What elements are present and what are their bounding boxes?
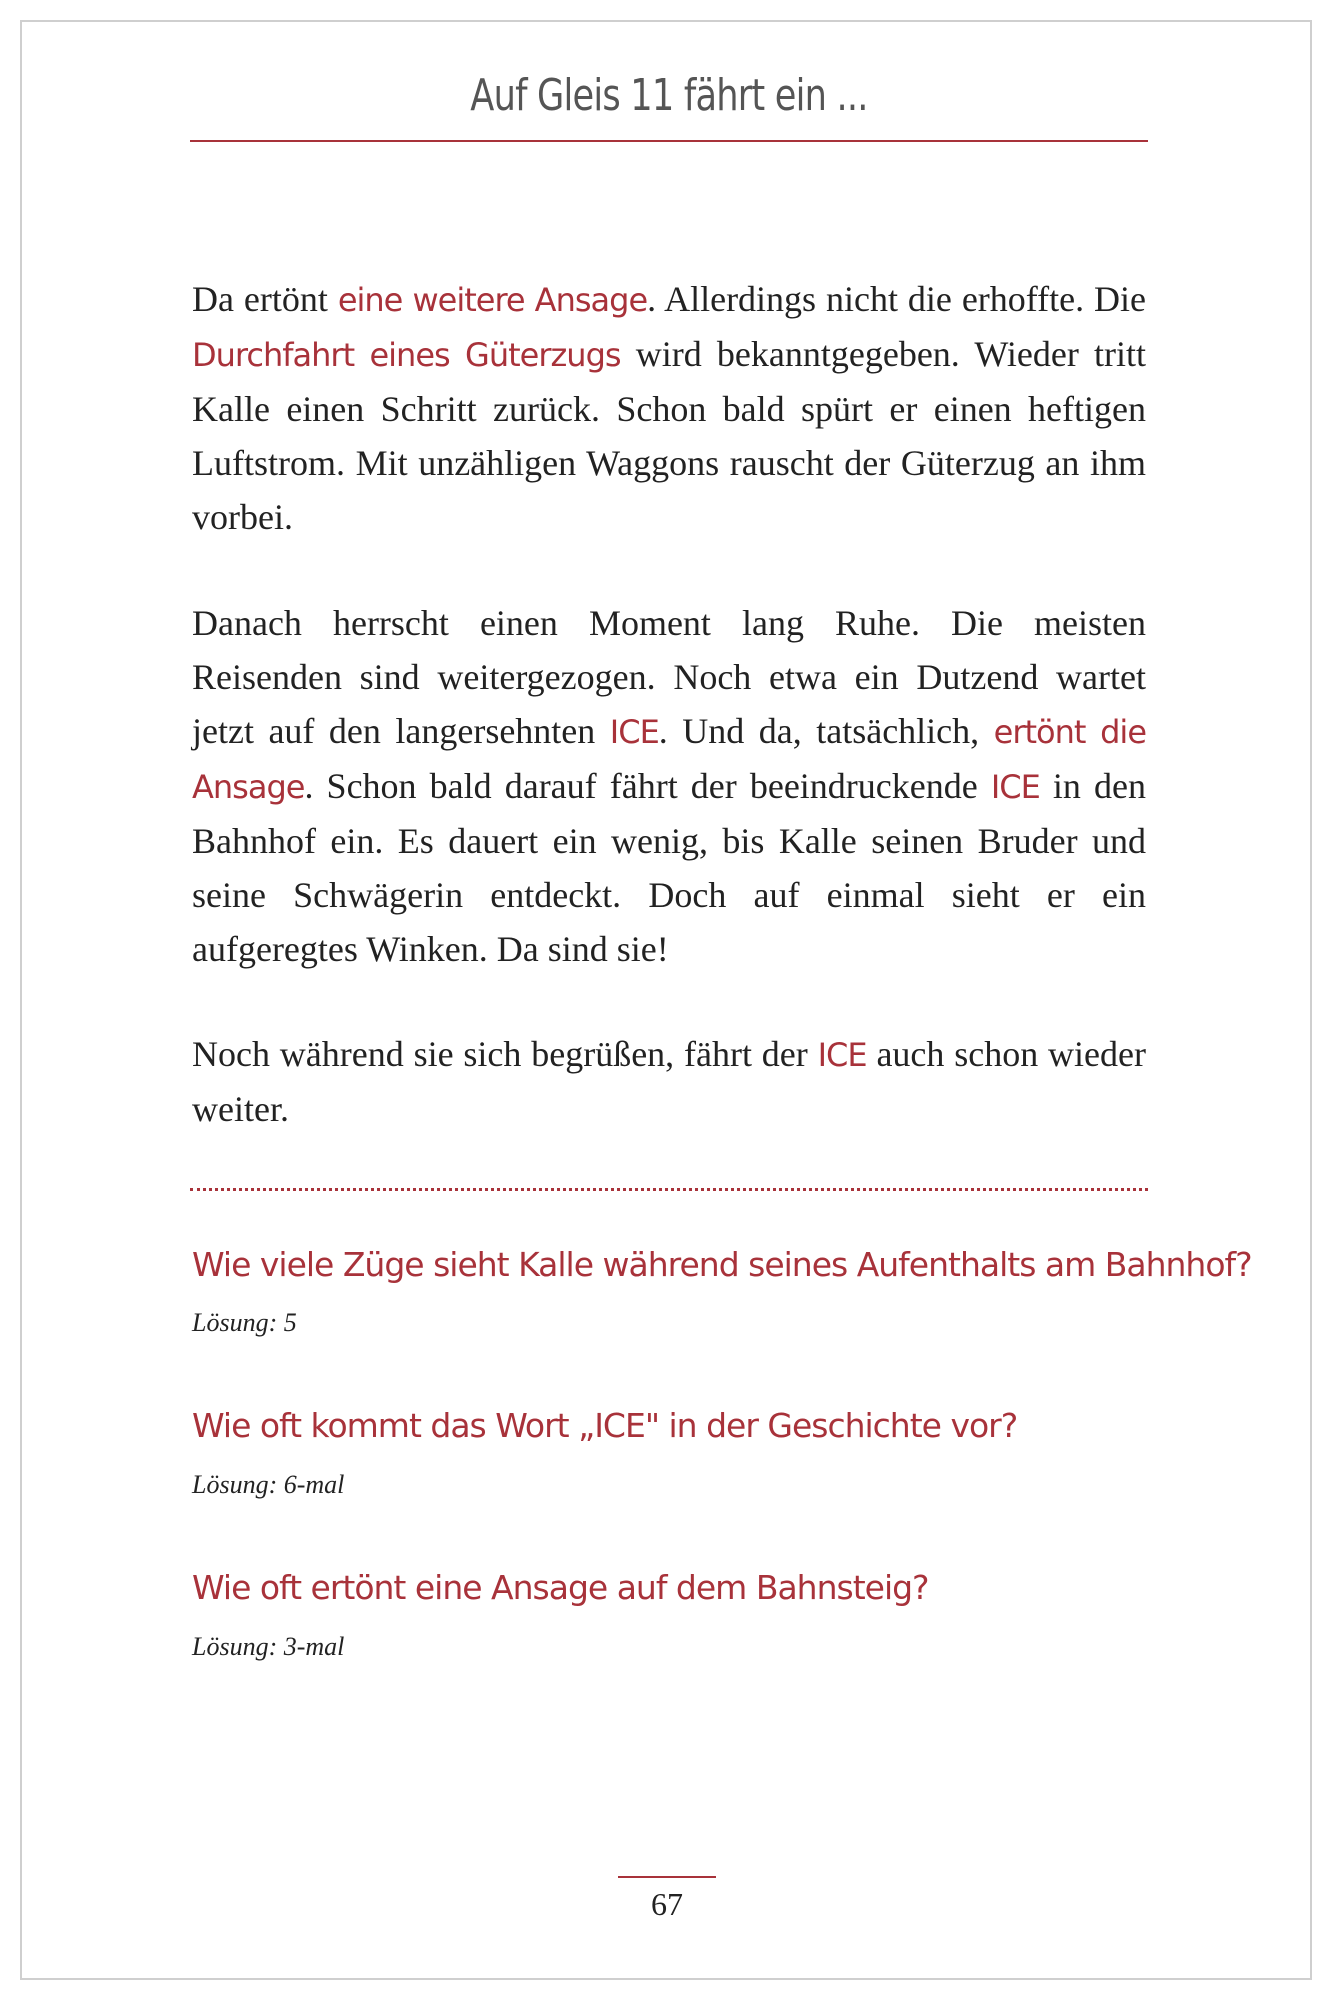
quiz-question: Wie oft ertönt eine Ansage auf dem Bahnsteig? — [192, 1568, 929, 1607]
text-segment: wird bekanntgegeben. Wieder tritt Kalle einen Schritt zurück. Schon bald spürt er einen heftigen Luftstrom. Mit unzähligen Waggons rauscht der Güterzug an ihm vorbei. — [192, 334, 1146, 537]
header-divider — [190, 140, 1148, 142]
text-segment: auch schon wieder weiter. — [192, 1034, 1146, 1129]
quiz-question: Wie viele Züge sieht Kalle während seines Aufenthalts am Bahnhof? — [192, 1245, 1252, 1284]
page-number-divider — [618, 1876, 716, 1878]
text-segment: . Schon bald darauf fährt der beeindruckende — [304, 766, 991, 806]
text-segment: Danach herrscht einen Moment lang Ruhe. Die meisten Reisenden sind weitergezogen. Noch etwa ein Dutzend wartet jetzt auf den langersehnten — [192, 603, 1146, 751]
highlighted-phrase: eine weitere Ansage — [337, 281, 648, 319]
text-segment: . Und da, tatsächlich, — [658, 711, 994, 751]
highlighted-phrase: ICE — [817, 1036, 867, 1074]
highlighted-phrase: ICE — [609, 713, 659, 751]
quiz-answer: Lösung: 5 — [192, 1308, 297, 1337]
page-number: 67 — [651, 1886, 683, 1922]
quiz-question: Wie oft kommt das Wort „ICE" in der Geschichte vor? — [192, 1406, 1018, 1445]
section-divider — [190, 1188, 1148, 1191]
page-title: Auf Gleis 11 fährt ein ... — [470, 70, 868, 121]
story-paragraph — [192, 1027, 1146, 1136]
story-paragraph — [192, 272, 1146, 544]
quiz-answer: Lösung: 6-mal — [192, 1470, 345, 1499]
quiz-answer: Lösung: 3-mal — [192, 1632, 345, 1661]
text-segment: Noch während sie sich begrüßen, fährt der — [192, 1034, 818, 1074]
text-segment: . Allerdings nicht die erhoffte. Die — [647, 279, 1146, 319]
highlighted-phrase: Durchfahrt eines Güterzugs — [192, 336, 621, 374]
highlighted-phrase: ertönt die Ansage — [192, 713, 1147, 806]
highlighted-phrase: ICE — [990, 768, 1040, 806]
text-segment: in den Bahnhof ein. Es dauert ein wenig, bis Kalle seinen Bruder und seine Schwägerin entdeckt. Doch auf einmal sieht er ein aufgeregtes Winken. Da sind sie! — [192, 766, 1146, 969]
story-paragraph — [192, 596, 1146, 976]
text-segment: Da ertönt — [192, 279, 338, 319]
